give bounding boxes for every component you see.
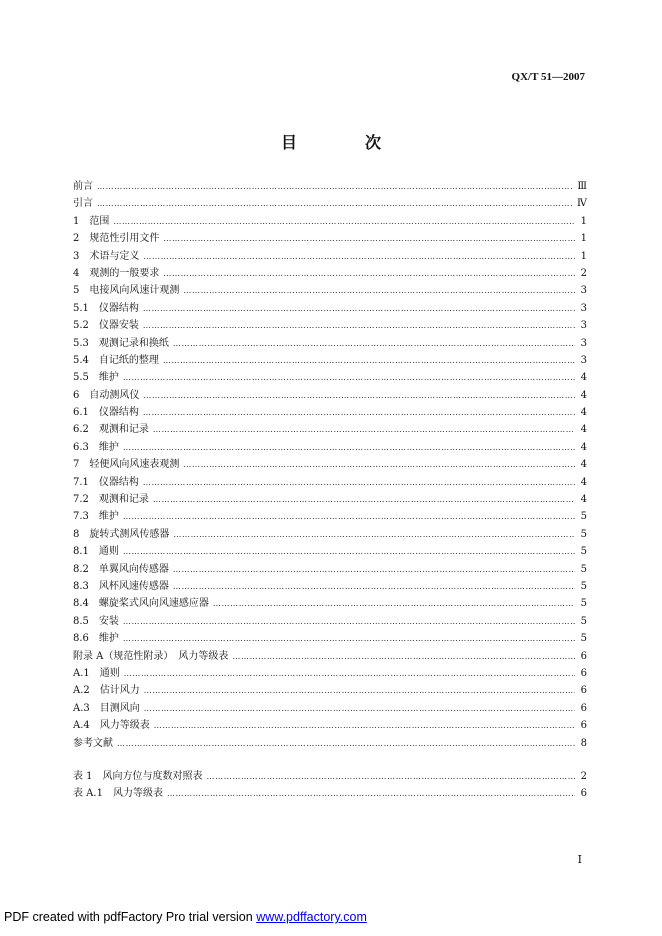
page-title: 目 次 (280, 133, 407, 152)
toc-entry-label: 表 1 风向方位与度数对照表 (73, 770, 203, 782)
toc-entry-label: 5.3 观测记录和换纸 (73, 337, 169, 349)
toc-entry-page: 1 (580, 250, 587, 262)
toc-entry-label: 5.5 维护 (73, 372, 119, 384)
toc-entry-label: 8.1 通则 (73, 546, 119, 558)
toc-entry-label: 3 术语与定义 (73, 250, 140, 262)
toc-entry[interactable] (73, 474, 587, 491)
toc-entry[interactable] (73, 282, 587, 299)
toc-entry-label: A.2 估计风力 (73, 685, 140, 697)
toc-entry-page: 4 (580, 389, 587, 401)
toc-entry-label: 参考文献 (73, 737, 113, 749)
toc-entry-label: 7 轻便风向风速表观测 (73, 459, 180, 471)
toc-entry[interactable] (73, 785, 587, 802)
toc-gap (73, 752, 587, 768)
toc-leader-dots (123, 613, 575, 630)
toc-entry[interactable] (73, 682, 587, 699)
toc-entry-label: 2 规范性引用文件 (73, 233, 160, 245)
toc-entry-page: 5 (580, 580, 587, 592)
toc-entry-label: 引言 (73, 198, 93, 210)
toc-entry-page: 1 (580, 215, 587, 227)
toc-entry[interactable] (73, 439, 587, 456)
toc-entry-page: 5 (580, 528, 587, 540)
standard-code: QX/T 51—2007 (511, 71, 585, 83)
toc-leader-dots (153, 421, 575, 438)
toc-leader-dots (163, 265, 575, 282)
toc-entry-label: 附录 A（规范性附录） 风力等级表 (73, 650, 229, 662)
toc-leader-dots (97, 178, 573, 195)
toc-entry-label: 5 电接风向风速计观测 (73, 285, 180, 297)
toc-leader-dots (97, 195, 573, 212)
toc-entry[interactable] (73, 352, 587, 369)
toc-entry-label: 7.3 维护 (73, 511, 119, 523)
toc-entry-label: 表 A.1 风力等级表 (73, 788, 163, 800)
toc-entry[interactable] (73, 491, 587, 508)
toc-leader-dots (143, 404, 575, 421)
toc-entry-label: 6.3 维护 (73, 441, 119, 453)
toc-entry-label: 7.1 仪器结构 (73, 476, 139, 488)
toc-entry[interactable] (73, 421, 587, 438)
toc-entry-page: 5 (580, 563, 587, 575)
toc-entry[interactable] (73, 508, 587, 525)
toc-leader-dots (143, 474, 575, 491)
toc-entry-label: 6.2 观测和记录 (73, 424, 149, 436)
toc-leader-dots (144, 682, 575, 699)
toc-entry[interactable] (73, 456, 587, 473)
toc-leader-dots (144, 700, 575, 717)
toc-leader-dots (117, 735, 575, 752)
toc-entry-page: 3 (580, 320, 587, 332)
table-of-contents (73, 178, 587, 803)
toc-leader-dots (163, 352, 575, 369)
toc-entry-label: 5.2 仪器安装 (73, 320, 139, 332)
toc-entry-page: 1 (580, 233, 587, 245)
toc-entry[interactable] (73, 735, 587, 752)
toc-entry-page: Ⅳ (577, 198, 587, 210)
toc-entry-page: 3 (580, 337, 587, 349)
toc-leader-dots (173, 526, 575, 543)
toc-entry[interactable] (73, 665, 587, 682)
toc-entry-page: 6 (580, 667, 587, 679)
toc-entry-page: 4 (580, 372, 587, 384)
toc-entry-page: 5 (580, 633, 587, 645)
toc-entry-page: 3 (580, 354, 587, 366)
toc-entry[interactable] (73, 300, 587, 317)
toc-leader-dots (123, 369, 575, 386)
footer-link[interactable]: www.pdffactory.com (256, 910, 367, 924)
toc-leader-dots (207, 768, 575, 785)
toc-entry-label: 8.6 维护 (73, 633, 119, 645)
toc-entry[interactable] (73, 717, 587, 734)
toc-entry-label: 6.1 仪器结构 (73, 407, 139, 419)
toc-entry-label: 前言 (73, 181, 93, 192)
toc-leader-dots (124, 665, 575, 682)
toc-entry[interactable] (73, 613, 587, 630)
toc-entry-page: 6 (580, 788, 587, 800)
toc-entry-label: 8.2 单翼风向传感器 (73, 563, 169, 575)
toc-entry-label: 1 范围 (73, 215, 110, 227)
toc-leader-dots (123, 508, 575, 525)
toc-entry-page: 2 (580, 770, 587, 782)
toc-entry-label: 5.1 仪器结构 (73, 302, 139, 314)
toc-leader-dots (167, 785, 575, 802)
toc-entry[interactable] (73, 178, 587, 195)
toc-table-list (73, 768, 587, 803)
toc-entry-label: 5.4 自记纸的整理 (73, 354, 159, 366)
toc-entry[interactable] (73, 317, 587, 334)
toc-entry[interactable] (73, 404, 587, 421)
toc-entry-page: 2 (580, 267, 587, 279)
toc-entry-page: 3 (580, 285, 587, 297)
toc-entry[interactable] (73, 369, 587, 386)
toc-leader-dots (113, 213, 575, 230)
toc-leader-dots (232, 648, 575, 665)
toc-entry-page: 5 (580, 546, 587, 558)
page-number: I (577, 853, 582, 866)
toc-leader-dots (213, 595, 575, 612)
toc-entry[interactable] (73, 526, 587, 543)
toc-entry-label: 8.5 安装 (73, 615, 119, 627)
toc-leader-dots (163, 230, 575, 247)
toc-leader-dots (183, 282, 575, 299)
toc-entry-page: 4 (580, 424, 587, 436)
toc-entry[interactable] (73, 578, 587, 595)
toc-entry-page: 4 (580, 441, 587, 453)
toc-entry-page: 6 (580, 685, 587, 697)
toc-leader-dots (123, 630, 575, 647)
toc-entry[interactable] (73, 543, 587, 560)
footer-text: PDF created with pdfFactory Pro trial version (4, 910, 257, 924)
toc-entry-page: 4 (580, 494, 587, 506)
toc-entry[interactable] (73, 195, 587, 212)
toc-entry-label: 8.4 螺旋桨式风向风速感应器 (73, 598, 209, 610)
toc-entry-label: 4 观测的一般要求 (73, 267, 160, 279)
toc-entry[interactable] (73, 595, 587, 612)
toc-entry[interactable] (73, 700, 587, 717)
toc-leader-dots (143, 300, 575, 317)
toc-entry-page: 6 (580, 702, 587, 714)
toc-entry[interactable] (73, 335, 587, 352)
toc-entry-label: A.4 风力等级表 (73, 720, 150, 732)
toc-leader-dots (173, 578, 575, 595)
toc-leader-dots (143, 387, 575, 404)
toc-entry-label: A.3 目测风向 (73, 702, 140, 714)
toc-leader-dots (123, 439, 575, 456)
toc-leader-dots (123, 543, 575, 560)
toc-entry-label: 6 自动测风仪 (73, 389, 140, 401)
toc-entry[interactable] (73, 648, 587, 665)
toc-entry-page: 8 (580, 737, 587, 749)
toc-entry[interactable] (73, 630, 587, 647)
toc-entry[interactable] (73, 387, 587, 404)
toc-entry[interactable] (73, 768, 587, 785)
toc-leader-dots (153, 491, 575, 508)
toc-entry-page: 4 (580, 407, 587, 419)
toc-entry-label: 7.2 观测和记录 (73, 494, 149, 506)
toc-section-list (73, 178, 587, 752)
toc-entry-label: 8 旋转式测风传感器 (73, 528, 170, 540)
toc-entry-label: A.1 通则 (73, 667, 120, 679)
toc-entry-page: 5 (580, 615, 587, 627)
toc-entry-page: 4 (580, 459, 587, 471)
pdf-footer (4, 910, 367, 924)
toc-leader-dots (154, 717, 575, 734)
toc-entry[interactable] (73, 230, 587, 247)
toc-entry[interactable] (73, 265, 587, 282)
toc-leader-dots (173, 335, 575, 352)
toc-entry-page: 4 (580, 476, 587, 488)
toc-entry-page: 5 (580, 511, 587, 523)
toc-leader-dots (143, 317, 575, 334)
toc-entry-page: 6 (580, 650, 587, 662)
toc-leader-dots (183, 456, 575, 473)
toc-entry-page: 6 (580, 720, 587, 732)
toc-entry-page: 5 (580, 598, 587, 610)
toc-entry[interactable] (73, 213, 587, 230)
toc-entry-page: 3 (580, 302, 587, 314)
toc-entry[interactable] (73, 561, 587, 578)
toc-entry-label: 8.3 风杯风速传感器 (73, 580, 169, 592)
toc-entry-page: Ⅲ (577, 181, 587, 192)
toc-leader-dots (143, 248, 575, 265)
toc-leader-dots (173, 561, 575, 578)
toc-entry[interactable] (73, 248, 587, 265)
